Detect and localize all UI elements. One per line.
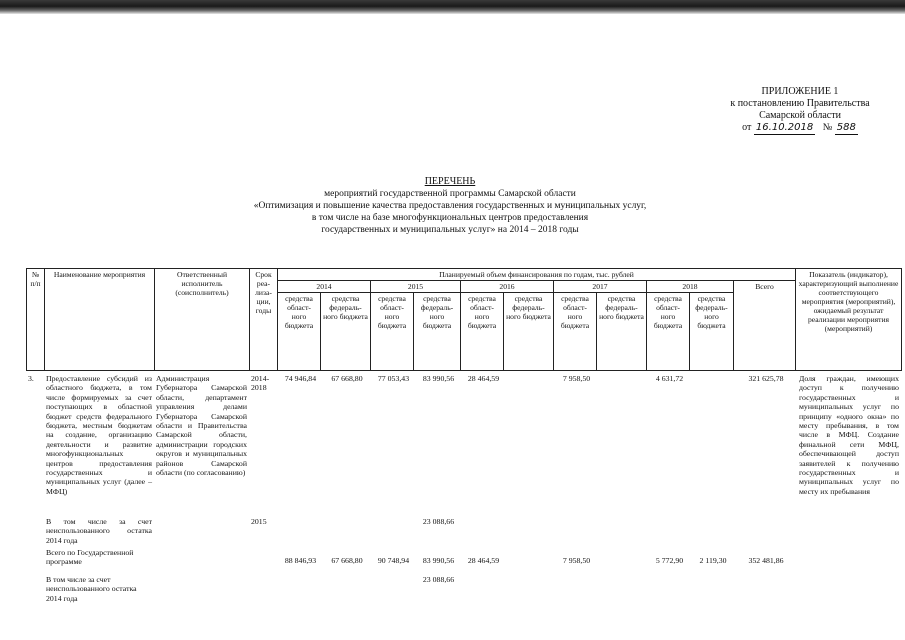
col-exec: Ответственный исполнитель (соисполнитель) <box>155 269 250 371</box>
title-line3: в том числе на базе многофункциональных центров предоставления <box>311 213 589 223</box>
year-2017: 2017 <box>554 281 647 293</box>
total-2018-reg: 5 772,90 <box>655 556 684 565</box>
sub-federal: средства федераль- ного бюджета <box>504 293 554 371</box>
total-2018-fed: 2 119,30 <box>699 556 727 565</box>
title-line2: «Оптимизация и повышение качества предоставления государственных и муниципальных услуг, <box>253 201 647 211</box>
row3-sub-term: 2015 <box>251 517 267 526</box>
title-line4: государственных и муниципальных услуг» на 2014 – 2018 годы <box>321 225 579 235</box>
sub-federal: средства федераль- ного бюджета <box>414 293 461 371</box>
row3-name: Предоставление субсидий из областного бюджета, в том числе формируемых за счет поступающих в областной бюджет средств федерального бюджета, местным бюджетам на создание, организацию деятельности и развитие многофункциональных центров предоставления государственных и муниципальных услуг (далее – МФЦ) <box>46 374 152 496</box>
col-term: Срок реа- лиза- ции, годы <box>250 269 278 371</box>
sub-federal: средства федераль- ного бюджета <box>597 293 647 371</box>
total-2016-reg: 28 464,59 <box>467 556 500 565</box>
handwritten-date: 16.10.2018 <box>755 122 814 133</box>
sub-regional: средства област- ного бюджета <box>647 293 690 371</box>
year-2014: 2014 <box>278 281 371 293</box>
col-num: № п/п <box>27 269 45 371</box>
scan-top-edge <box>0 0 905 14</box>
appendix-title: ПРИЛОЖЕНИЕ 1 <box>761 86 839 97</box>
row3-exec: Администрация Губернатора Самарской области, департамент управления делами Губернатора Самарской области и Правительства Самарской области, администрации городских округов и муниципальных районов Самарской области (по согласованию) <box>156 374 247 478</box>
total-all: 352 481,86 <box>748 556 784 565</box>
col-indicator: Показатель (индикатор), характеризующий выполнение соответствующего мероприятия (мероприятий), ожидаемый результат реализации мероприятия (мероприятий) <box>796 269 902 371</box>
title-head: ПЕРЕЧЕНЬ <box>424 176 476 187</box>
total-sub-name: В том числе за счет неиспользованного остатка 2014 года <box>46 575 137 603</box>
total-2014-reg: 88 846,93 <box>284 556 317 565</box>
handwritten-number: 588 <box>836 122 856 133</box>
row3-sub-2015-fed: 23 088,66 <box>422 517 455 526</box>
col-plan: Планируемый объем финансирования по годам, тыс. рублей <box>278 269 796 281</box>
sub-federal: средства федераль- ного бюджета <box>690 293 734 371</box>
total-2015-reg: 90 748,94 <box>377 556 410 565</box>
row3-sub-name: В том числе за счет неиспользованного остатка 2014 года <box>46 517 152 545</box>
sub-regional: средства област- ного бюджета <box>461 293 504 371</box>
title-line1: мероприятий государственной программы Самарской области <box>324 189 576 199</box>
number-prefix: № <box>822 122 833 133</box>
total-2015-fed: 83 990,56 <box>422 556 455 565</box>
year-2016: 2016 <box>461 281 554 293</box>
row3-2016-reg: 28 464,59 <box>467 374 500 383</box>
row3-2015-fed: 83 990,56 <box>422 374 455 383</box>
total-2017-reg: 7 958,50 <box>562 556 591 565</box>
total-name: Всего по Государственной программе <box>46 548 134 567</box>
appendix-line2: Самарской области <box>759 110 841 121</box>
year-2015: 2015 <box>371 281 461 293</box>
year-2018: 2018 <box>647 281 734 293</box>
appendix-line1: к постановлению Правительства <box>730 98 870 109</box>
row3-total: 321 625,78 <box>748 374 784 383</box>
document-title <box>160 176 740 236</box>
appendix-date-line <box>700 122 900 135</box>
row3-term: 2014-2018 <box>251 374 270 393</box>
total-2014-fed: 67 668,80 <box>331 556 363 565</box>
row3-indicator: Доля граждан, имеющих доступ к получению государственных и муниципальных услуг по принципу «одного окна» по месту пребывания, в том числе в МФЦ. Создание финальной сети МФЦ, обеспечивающей доступ заявителей к получению государственных и муниципальных услуг по месту их пребывания <box>799 374 899 496</box>
col-total: Всего <box>734 281 796 371</box>
row3-2015-reg: 77 053,43 <box>377 374 410 383</box>
col-name: Наименование мероприятия <box>45 269 155 371</box>
row3-2014-fed: 67 668,80 <box>331 374 363 383</box>
row3-2017-reg: 7 958,50 <box>562 374 591 383</box>
row3-2014-reg: 74 946,84 <box>284 374 317 383</box>
appendix-header <box>700 86 900 135</box>
sub-regional: средства област- ного бюджета <box>278 293 321 371</box>
sub-regional: средства област- ного бюджета <box>554 293 597 371</box>
row3-num: 3. <box>28 374 34 383</box>
header-table <box>26 268 902 371</box>
sub-regional: средства област- ного бюджета <box>371 293 414 371</box>
date-prefix: от <box>742 122 752 133</box>
row3-2018-reg: 4 631,72 <box>655 374 684 383</box>
total-sub-2015-fed: 23 088,66 <box>422 575 455 584</box>
sub-federal: средства федераль- ного бюджета <box>321 293 371 371</box>
